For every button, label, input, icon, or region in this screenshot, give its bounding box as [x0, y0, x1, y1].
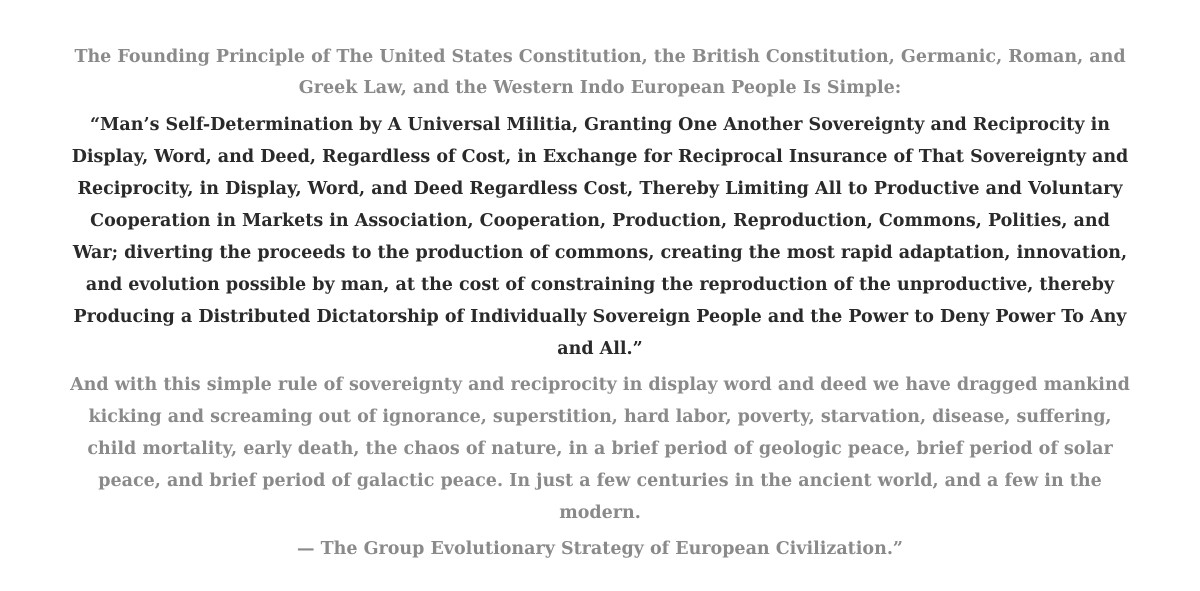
quote-block [70, 42, 1130, 565]
intro-text: The Founding Principle of The United States Constitution, the British Constitution, Germanic, Roman, and Greek Law, and the Western Indo European People Is Simple: [74, 47, 1126, 98]
outro-text: And with this simple rule of sovereignty and reciprocity in display word and deed we have dragged mankind kicking and screaming out of ignorance, superstition, hard labor, poverty, starvation, disease, suffering, child mortality, early death, the chaos of nature, in a brief period of geologic peace, brief period of solar peace, and brief period of galactic peace. In just a few centuries in the ancient world, and a few in the modern. [70, 375, 1130, 523]
attribution: — The Group Evolutionary Strategy of European Civilization.” [297, 539, 903, 559]
principle-quote: “Man’s Self-Determination by A Universal Militia, Granting One Another Sovereignty and Reciprocity in Display, Word, and Deed, Regardless of Cost, in Exchange for Reciprocal Insurance of That Sovereignty and Reciprocity, in Display, Word, and Deed Regardless Cost, Thereby Limiting All to Productive and Voluntary Cooperation in Markets in Association, Cooperation, Production, Reproduction, Commons, Polities, and War; diverting the proceeds to the production of commons, creating the most rapid adaptation, innovation, and evolution possible by man, at the cost of constraining the reproduction of the unproductive, thereby Producing a Distributed Dictatorship of Individually Sovereign People and the Power to Deny Power To Any and All.” [71, 115, 1129, 359]
